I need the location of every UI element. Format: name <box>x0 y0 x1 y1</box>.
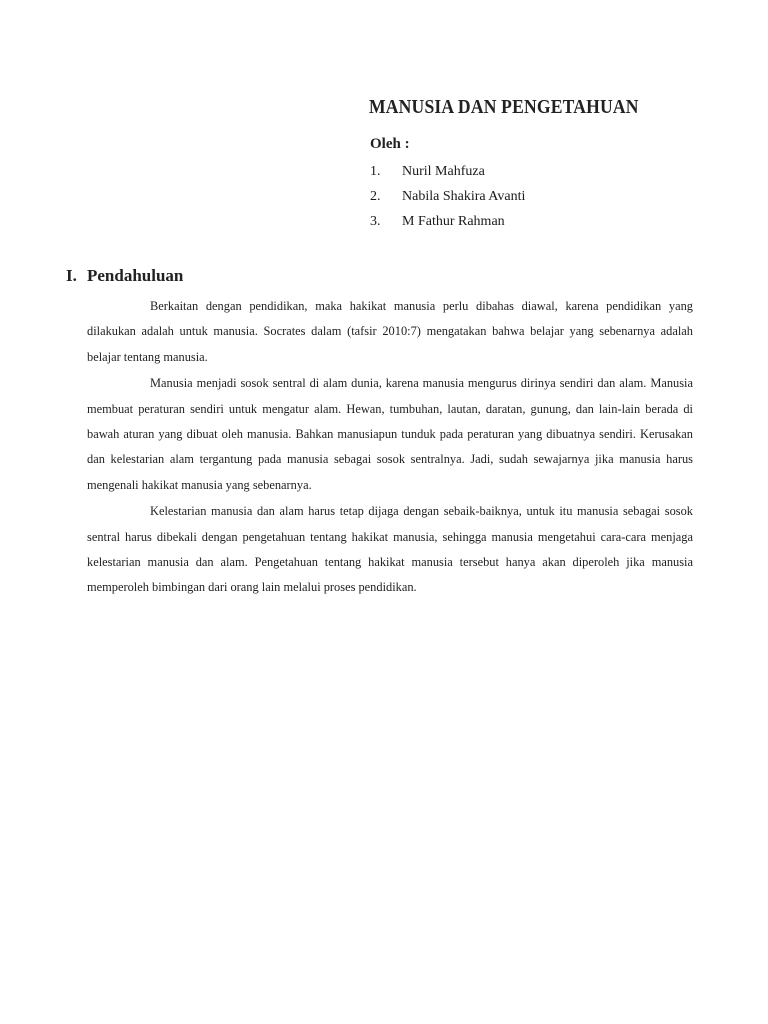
author-number: 1. <box>370 164 381 179</box>
section-body <box>87 294 693 602</box>
section-number: I. <box>66 266 77 285</box>
body-paragraph: Kelestarian manusia dan alam harus tetap dijaga dengan sebaik-baiknya, untuk itu manusia sebagai sosok sentral harus dibekali dengan pengetahuan tentang hakikat manusia, sehingga manusia mengetahui cara-cara menjaga kelestarian manusia dan alam. Pengetahuan tentang hakikat manusia tersebut hanya akan diperoleh jika manusia memperoleh bimbingan dari orang lain melalui proses pendidikan. <box>87 504 693 595</box>
body-paragraph: Manusia menjadi sosok sentral di alam dunia, karena manusia mengurus dirinya sendiri dan alam. Manusia membuat peraturan sendiri untuk mengatur alam. Hewan, tumbuhan, lautan, daratan, gunung, dan lain-lain berada di bawah aturan yang dibuat oleh manusia. Bahkan manusiapun tunduk pada peraturan yang dibuatnya sendiri. Kerusakan dan kelestarian alam tergantung pada manusia sebagai sosok sentralnya. Jadi, sudah sewajarnya jika manusia harus mengenali hakikat manusia yang sebenarnya. <box>87 376 693 492</box>
section-title: Pendahuluan <box>87 266 184 285</box>
author-number: 3. <box>370 214 381 229</box>
author-item <box>370 188 525 213</box>
author-name: M Fathur Rahman <box>402 214 505 229</box>
author-item <box>370 213 525 238</box>
author-name: Nabila Shakira Avanti <box>402 189 526 204</box>
author-number: 2. <box>370 189 381 204</box>
author-item <box>370 163 525 188</box>
author-name: Nuril Mahfuza <box>402 164 485 179</box>
author-label: Oleh : <box>370 136 410 152</box>
author-list <box>370 163 525 238</box>
section-heading <box>66 266 183 286</box>
document-title: MANUSIA DAN PENGETAHUAN <box>369 96 639 118</box>
body-paragraph: Berkaitan dengan pendidikan, maka hakikat manusia perlu dibahas diawal, karena pendidikan yang dilakukan adalah untuk manusia. Socrates dalam (tafsir 2010:7) mengatakan bahwa belajar yang sebenarnya adalah belajar tentang manusia. <box>87 299 693 364</box>
